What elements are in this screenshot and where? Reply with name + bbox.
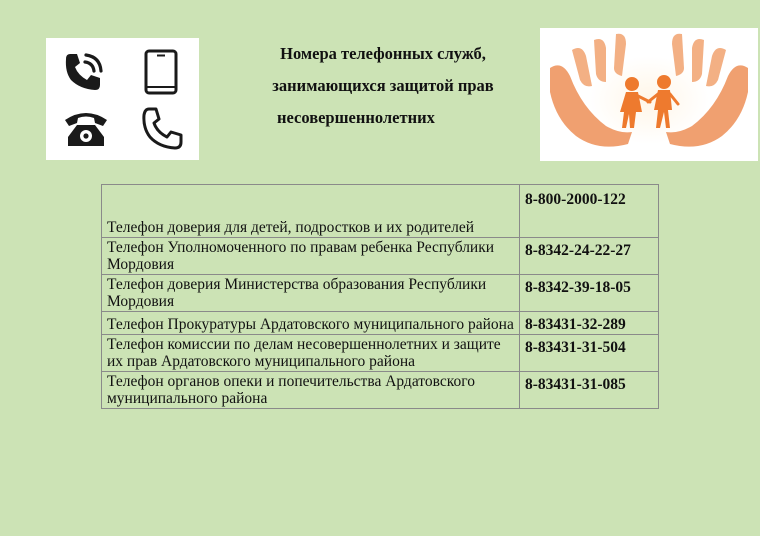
desk-phone-icon (62, 104, 110, 152)
service-name: Телефон комиссии по делам несовершеннолетних и защите их прав Ардатовского муниципального района (102, 335, 520, 372)
table-row (102, 238, 659, 275)
table-row (102, 275, 659, 312)
title-line-1: Номера телефонных служб, (280, 44, 486, 63)
service-number: 8-83431-31-504 (520, 335, 659, 372)
service-name: Телефон доверия Министерства образования Республики Мордовия (102, 275, 520, 312)
service-number: 8-8342-24-22-27 (520, 238, 659, 275)
service-name: Телефон Прокуратуры Ардатовского муниципального района (102, 312, 520, 335)
service-number: 8-800-2000-122 (520, 185, 659, 238)
service-name: Телефон органов опеки и попечительства Ардатовского муниципального района (102, 372, 520, 409)
handset-icon (138, 104, 186, 152)
service-name: Телефон Уполномоченного по правам ребенка Республики Мордовия (102, 238, 520, 275)
tablet-icon (138, 48, 186, 96)
title-line-3: несовершеннолетних (277, 108, 435, 127)
phone-ringing-icon (60, 48, 108, 96)
services-table (101, 184, 659, 409)
page-title (238, 38, 528, 134)
phone-icons-panel (46, 38, 199, 160)
table-row (102, 335, 659, 372)
service-name: Телефон доверия для детей, подростков и их родителей (102, 185, 520, 238)
service-number: 8-83431-31-085 (520, 372, 659, 409)
service-number: 8-83431-32-289 (520, 312, 659, 335)
table-row (102, 312, 659, 335)
protective-hands-image (540, 28, 758, 161)
table-row (102, 185, 659, 238)
protective-hands-children-icon (540, 28, 758, 161)
table-row (102, 372, 659, 409)
title-line-2: занимающихся защитой прав (272, 76, 494, 95)
service-number: 8-8342-39-18-05 (520, 275, 659, 312)
